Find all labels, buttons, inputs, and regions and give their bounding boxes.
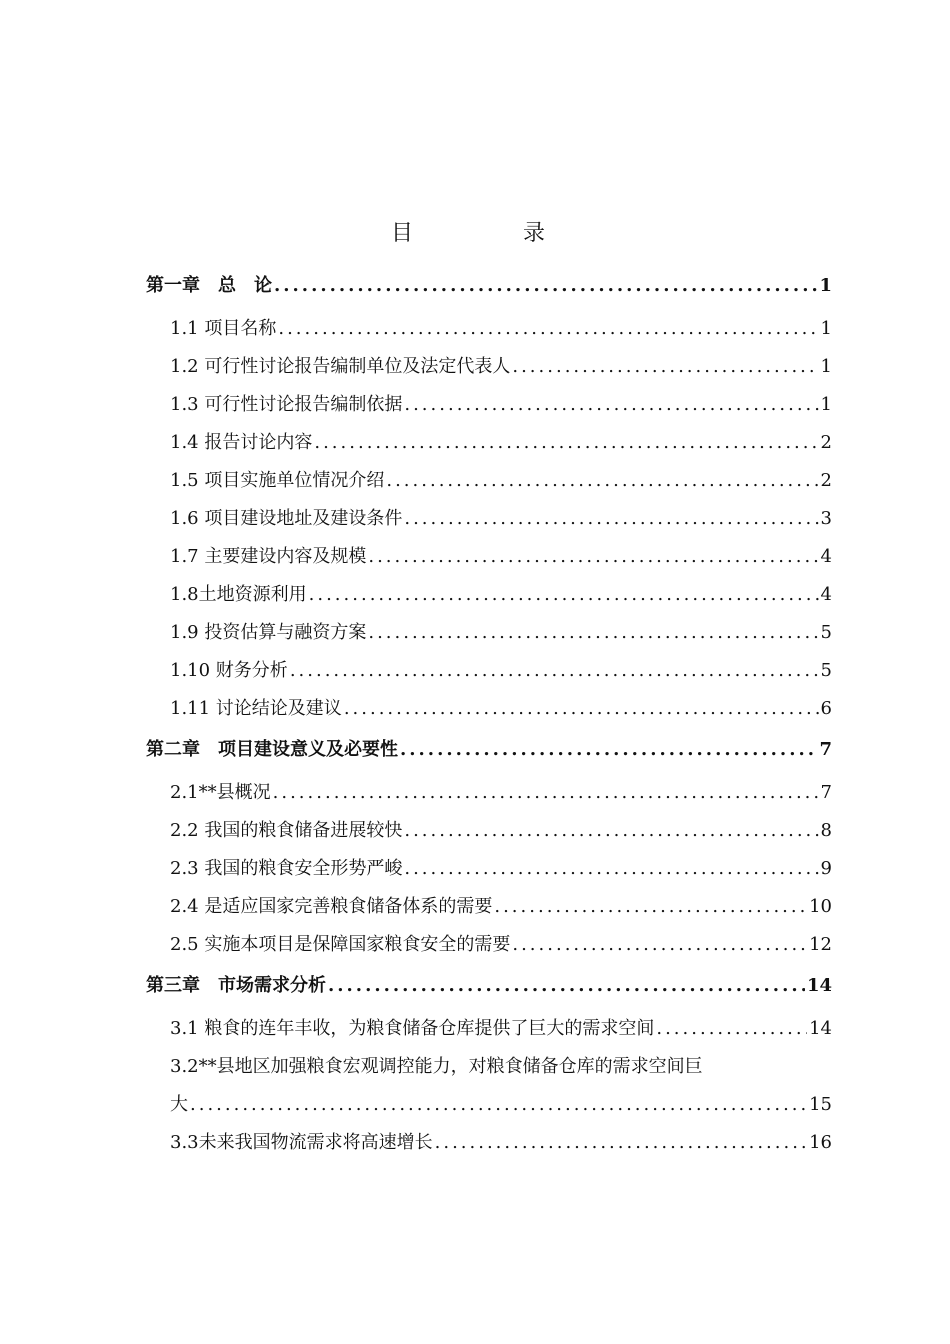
toc-entry-label-continued: 大 bbox=[170, 1094, 188, 1115]
toc-page-number: 1 bbox=[820, 356, 832, 377]
toc-entry-label: 1.3 可行性讨论报告编制依据 bbox=[170, 394, 403, 415]
toc-section-1-6[interactable] bbox=[146, 500, 832, 538]
dot-leader bbox=[290, 652, 819, 690]
dot-leader bbox=[512, 348, 818, 386]
toc-entry-label: 2.1**县概况 bbox=[170, 782, 271, 803]
toc-page-number: 6 bbox=[820, 698, 832, 719]
dot-leader bbox=[404, 850, 818, 888]
toc-entry-label: 1.2 可行性讨论报告编制单位及法定代表人 bbox=[170, 356, 511, 377]
toc-page-number: 14 bbox=[809, 1018, 832, 1039]
toc-page-number: 4 bbox=[820, 584, 832, 605]
toc-section-1-10[interactable] bbox=[146, 652, 832, 690]
toc-chapter-3[interactable] bbox=[146, 964, 832, 1008]
dot-leader bbox=[344, 690, 819, 728]
dot-leader bbox=[274, 264, 817, 308]
dot-leader bbox=[190, 1086, 807, 1124]
toc-entry-label: 第三章 市场需求分析 bbox=[146, 975, 326, 996]
dot-leader bbox=[404, 386, 818, 424]
toc-entry-label: 3.3未来我国物流需求将高速增长 bbox=[170, 1132, 433, 1153]
toc-page-number: 8 bbox=[820, 820, 832, 841]
toc-page-number: 2 bbox=[820, 470, 832, 491]
toc-page-number: 15 bbox=[809, 1094, 832, 1115]
toc-page-number: 7 bbox=[820, 782, 832, 803]
dot-leader bbox=[386, 462, 818, 500]
toc-section-3-3[interactable] bbox=[146, 1124, 832, 1162]
dot-leader bbox=[404, 812, 818, 850]
toc-page-number: 3 bbox=[820, 508, 832, 529]
toc-section-1-3[interactable] bbox=[146, 386, 832, 424]
toc-page-number: 4 bbox=[820, 546, 832, 567]
toc-chapter-1[interactable] bbox=[146, 264, 832, 308]
dot-leader bbox=[314, 424, 818, 462]
dot-leader bbox=[400, 728, 817, 772]
toc-section-3-1[interactable] bbox=[146, 1010, 832, 1048]
toc-section-2-4[interactable] bbox=[146, 888, 832, 926]
toc-page-number: 1 bbox=[820, 394, 832, 415]
toc-chapter-2[interactable] bbox=[146, 728, 832, 772]
toc-entry-label: 1.5 项目实施单位情况介绍 bbox=[170, 470, 385, 491]
toc-section-1-7[interactable] bbox=[146, 538, 832, 576]
toc-entry-label: 2.2 我国的粮食储备进展较快 bbox=[170, 820, 403, 841]
toc-entry-label: 1.8土地资源利用 bbox=[170, 584, 307, 605]
toc-section-1-5[interactable] bbox=[146, 462, 832, 500]
dot-leader bbox=[309, 576, 819, 614]
toc-entry-label: 第一章 总 论 bbox=[146, 275, 272, 296]
dot-leader bbox=[494, 888, 807, 926]
toc-page-number: 5 bbox=[820, 660, 832, 681]
toc-section-1-9[interactable] bbox=[146, 614, 832, 652]
toc-section-1-8[interactable] bbox=[146, 576, 832, 614]
toc-page-number: 2 bbox=[820, 432, 832, 453]
toc-page-number: 14 bbox=[806, 975, 832, 996]
dot-leader bbox=[328, 964, 805, 1008]
toc-entry-label: 1.7 主要建设内容及规模 bbox=[170, 546, 367, 567]
toc-entry-label: 2.4 是适应国家完善粮食储备体系的需要 bbox=[170, 896, 493, 917]
dot-leader bbox=[435, 1124, 807, 1162]
dot-leader bbox=[512, 926, 807, 964]
toc-entry-label: 1.4 报告讨论内容 bbox=[170, 432, 313, 453]
toc-entry-label: 1.11 讨论结论及建议 bbox=[170, 698, 342, 719]
toc-entry-label: 1.9 投资估算与融资方案 bbox=[170, 622, 367, 643]
toc-entry-label: 第二章 项目建设意义及必要性 bbox=[146, 739, 398, 760]
toc-section-2-5[interactable] bbox=[146, 926, 832, 964]
toc-page-number: 1 bbox=[819, 275, 832, 296]
toc-entry-label: 1.1 项目名称 bbox=[170, 318, 277, 339]
dot-leader bbox=[273, 774, 819, 812]
dot-leader bbox=[656, 1010, 807, 1048]
toc-page-number: 5 bbox=[820, 622, 832, 643]
dot-leader bbox=[368, 614, 818, 652]
toc-entry-label: 2.3 我国的粮食安全形势严峻 bbox=[170, 858, 403, 879]
toc-page-number: 7 bbox=[819, 739, 832, 760]
toc-entry-label: 2.5 实施本项目是保障国家粮食安全的需要 bbox=[170, 934, 511, 955]
toc-section-2-3[interactable] bbox=[146, 850, 832, 888]
dot-leader bbox=[278, 310, 818, 348]
toc-section-2-1[interactable] bbox=[146, 774, 832, 812]
toc-section-1-11[interactable] bbox=[146, 690, 832, 728]
toc-page-number: 9 bbox=[820, 858, 832, 879]
toc-section-1-4[interactable] bbox=[146, 424, 832, 462]
toc-page-number: 12 bbox=[809, 934, 832, 955]
table-of-contents bbox=[146, 264, 832, 1162]
toc-section-1-1[interactable] bbox=[146, 310, 832, 348]
toc-entry-continuation bbox=[170, 1086, 832, 1124]
toc-section-1-2[interactable] bbox=[146, 348, 832, 386]
toc-page-number: 1 bbox=[820, 318, 832, 339]
dot-leader bbox=[404, 500, 818, 538]
toc-entry-label: 3.1 粮食的连年丰收，为粮食储备仓库提供了巨大的需求空间 bbox=[170, 1018, 655, 1039]
toc-entry-label: 3.2**县地区加强粮食宏观调控能力，对粮食储备仓库的需求空间巨 bbox=[170, 1056, 703, 1077]
toc-entry-label: 1.6 项目建设地址及建设条件 bbox=[170, 508, 403, 529]
toc-title: 目 录 bbox=[390, 221, 589, 246]
toc-page-number: 10 bbox=[809, 896, 832, 917]
toc-page-number: 16 bbox=[809, 1132, 832, 1153]
toc-section-2-2[interactable] bbox=[146, 812, 832, 850]
toc-section-3-2[interactable] bbox=[146, 1048, 832, 1124]
dot-leader bbox=[368, 538, 818, 576]
toc-entry-label: 1.10 财务分析 bbox=[170, 660, 288, 681]
